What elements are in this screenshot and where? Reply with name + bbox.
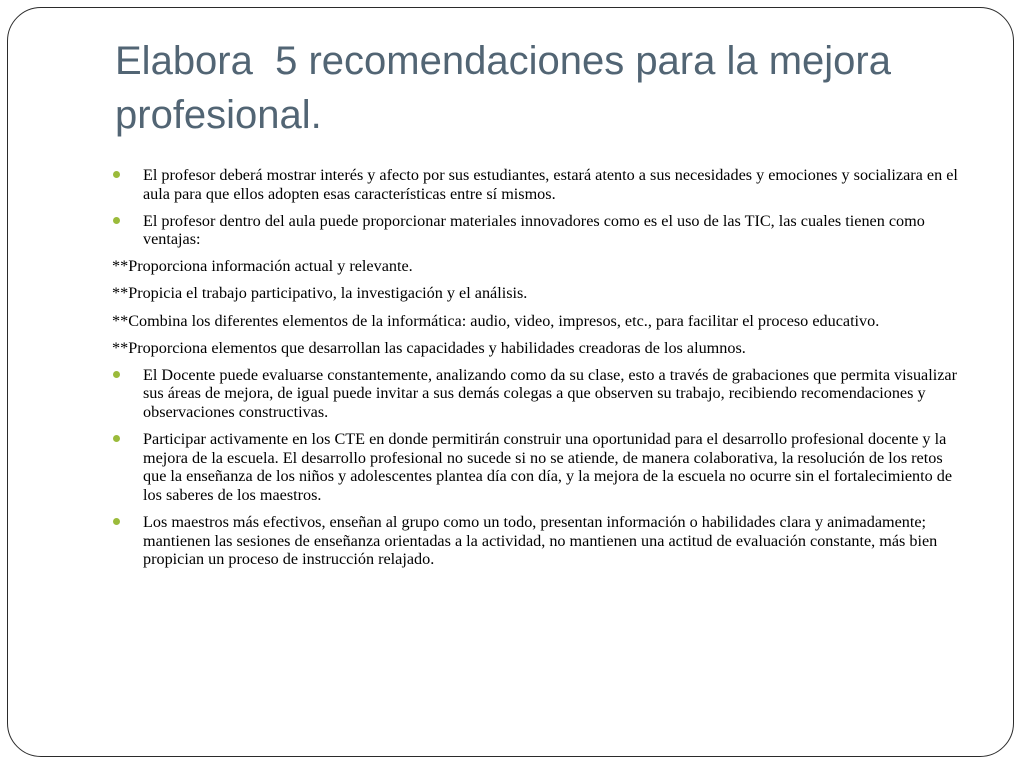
paragraph-text: El profesor deberá mostrar interés y afecto por sus estudiantes, estará atento a sus necesidades y emociones y socializara en el aula para que ellos adopten esas características entre sí mismos.	[143, 166, 958, 203]
bullet-dot-icon	[113, 435, 120, 442]
paragraph-text: **Propicia el trabajo participativo, la investigación y el análisis.	[112, 284, 528, 303]
bullet-paragraph	[112, 166, 967, 203]
bullet-dot-icon	[113, 171, 120, 178]
bullet-dot-icon	[113, 371, 120, 378]
bullet-dot-icon	[113, 217, 120, 224]
paragraph-text: El Docente puede evaluarse constantemente, analizando como da su clase, esto a través de grabaciones que permita visualizar sus áreas de mejora, de igual puede invitar a sus demás colegas a que observen su trabajo, recibiendo recomendaciones y observaciones constructivas.	[143, 365, 957, 421]
slide-content	[112, 166, 967, 577]
sub-item-paragraph	[112, 339, 967, 358]
bullet-paragraph	[112, 212, 967, 249]
bullet-paragraph	[112, 366, 967, 422]
paragraph-text: Participar activamente en los CTE en donde permitirán construir una oportunidad para el desarrollo profesional docente y la mejora de la escuela. El desarrollo profesional no sucede si no se atiende, de manera colaborativa, la resolución de los retos que la enseñanza de los niños y adolescentes plantea día con día, y la mejora de la escuela no ocurre sin el fortalecimiento de los saberes de los maestros.	[143, 430, 953, 504]
bullet-paragraph	[112, 513, 967, 569]
sub-item-paragraph	[112, 312, 967, 331]
paragraph-text: El profesor dentro del aula puede proporcionar materiales innovadores como es el uso de las TIC, las cuales tienen como ventajas:	[143, 211, 925, 249]
bullet-paragraph	[112, 430, 967, 504]
paragraph-text: **Proporciona elementos que desarrollan las capacidades y habilidades creadoras de los alumnos.	[112, 338, 746, 357]
paragraph-text: **Proporciona información actual y relevante.	[112, 257, 413, 276]
slide-title: Elabora 5 recomendaciones para la mejora profesional.	[115, 39, 903, 137]
sub-item-paragraph	[112, 284, 967, 303]
paragraph-text: Los maestros más efectivos, enseñan al grupo como un todo, presentan información o habilidades clara y animadamente; mantienen las sesiones de enseñanza orientadas a la actividad, no mantienen una actitud de evaluación constante, más bien propician un proceso de instrucción relajado.	[143, 512, 938, 569]
bullet-dot-icon	[113, 518, 120, 525]
sub-item-paragraph	[112, 257, 967, 276]
paragraph-text: **Combina los diferentes elementos de la informática: audio, video, impresos, etc., para facilitar el proceso educativo.	[112, 311, 880, 330]
